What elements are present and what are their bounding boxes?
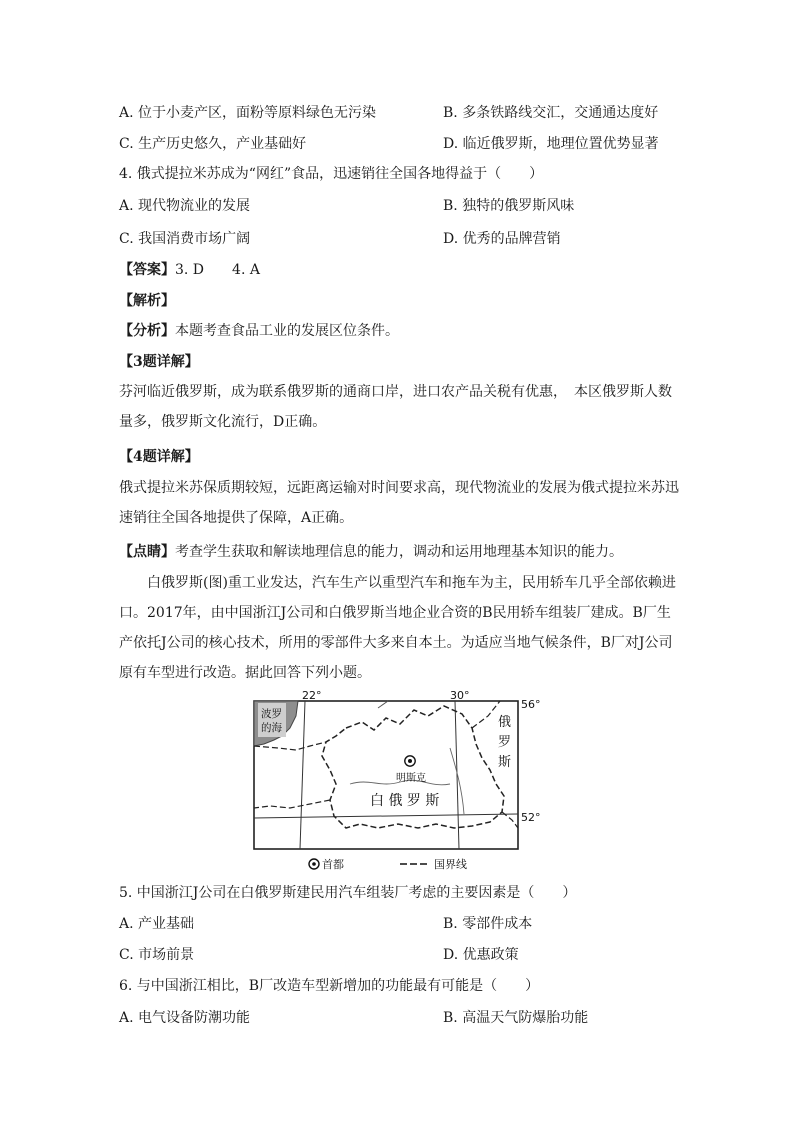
q6-option-b: B. 高温天气防爆胎功能	[443, 1010, 589, 1026]
capital-marker-dot	[408, 759, 412, 763]
q5-option-d: D. 优惠政策	[443, 947, 519, 963]
sea-label-line1: 波罗	[261, 708, 282, 720]
lat-bottom-label: 52°	[521, 811, 541, 824]
russia-label-3: 斯	[498, 755, 512, 770]
belarus-map	[250, 688, 550, 876]
map-frame	[254, 701, 518, 849]
dianjing-text: 考查学生获取和解读地理信息的能力，调动和运用地理基本知识的能力。	[175, 544, 623, 560]
lon-right-label: 30°	[450, 689, 470, 702]
russia-label-1: 俄	[498, 715, 512, 730]
passage-text: 白俄罗斯(图)重工业发达，汽车生产以重型汽车和拖车为主，民用轿车几乎全部依赖进口。2017年，由中国浙江J公司和白俄罗斯当地企业合资的B民用轿车组装厂建成。B厂生产依托J公司的核心技术，所用的零部件大多来自本土。为适应当地气候条件，B厂对J公司原有车型进行改造。据此回答下列小题。	[119, 575, 676, 681]
analysis-title: 【解析】	[119, 293, 175, 309]
q4-detail-text: 俄式提拉米苏保质期较短，远距离运输对时间要求高，现代物流业的发展为俄式提拉米苏迅速销往全国各地提供了保障，A正确。	[119, 480, 679, 526]
q6-stem: 6. 与中国浙江相比，B厂改造车型新增加的功能最有可能是（ ）	[119, 978, 540, 994]
lat-top-label: 56°	[521, 698, 541, 711]
fenxi-text: 本题考查食品工业的发展区位条件。	[175, 323, 399, 339]
dianjing-label: 【点睛】	[119, 544, 175, 560]
q3-detail-text: 芬河临近俄罗斯，成为联系俄罗斯的通商口岸，进口农产品关税有优惠， 本区俄罗斯人数量多，俄罗斯文化流行，D正确。	[119, 384, 672, 430]
sea-label-line2: 的海	[261, 722, 282, 734]
q5-option-b: B. 零部件成本	[443, 916, 533, 932]
dianjing-line	[119, 542, 623, 562]
q4-option-a: A. 现代物流业的发展	[119, 198, 251, 214]
q3-option-a: A. 位于小麦产区，面粉等原料绿色无污染	[119, 105, 377, 121]
answer-text: 3. D 4. A	[175, 262, 260, 278]
fenxi-label: 【分析】	[119, 323, 175, 339]
q4-stem: 4. 俄式提拉米苏成为“网红”食品，迅速销往全国各地得益于（ ）	[119, 166, 544, 182]
country-name: 白 俄 罗 斯	[370, 793, 440, 809]
legend-capital-label: 首都	[322, 858, 344, 871]
capital-name: 明斯克	[396, 773, 426, 784]
q4-option-b: B. 独特的俄罗斯风味	[443, 198, 575, 214]
q5-stem: 5. 中国浙江J公司在白俄罗斯建民用汽车组装厂考虑的主要因素是（ ）	[119, 885, 577, 901]
q6-option-a: A. 电气设备防潮功能	[119, 1010, 251, 1026]
q4-detail-title: 【4题详解】	[119, 449, 199, 465]
q4-option-d: D. 优秀的品牌营销	[443, 231, 561, 247]
q5-option-a: A. 产业基础	[119, 916, 195, 932]
fenxi-line	[119, 321, 399, 341]
answer-label: 【答案】	[119, 262, 175, 278]
legend-border-label: 国界线	[434, 858, 467, 871]
russia-label-2: 罗	[498, 735, 512, 750]
q3-option-c: C. 生产历史悠久，产业基础好	[119, 136, 307, 152]
q3-detail-title: 【3题详解】	[119, 354, 199, 370]
lon-left-label: 22°	[302, 689, 322, 702]
map-figure	[250, 688, 550, 876]
answer-line	[119, 260, 260, 280]
q5-option-c: C. 市场前景	[119, 947, 195, 963]
q3-option-d: D. 临近俄罗斯，地理位置优势显著	[443, 136, 659, 152]
q4-option-c: C. 我国消费市场广阔	[119, 231, 251, 247]
q3-option-b: B. 多条铁路线交汇，交通通达度好	[443, 105, 659, 121]
